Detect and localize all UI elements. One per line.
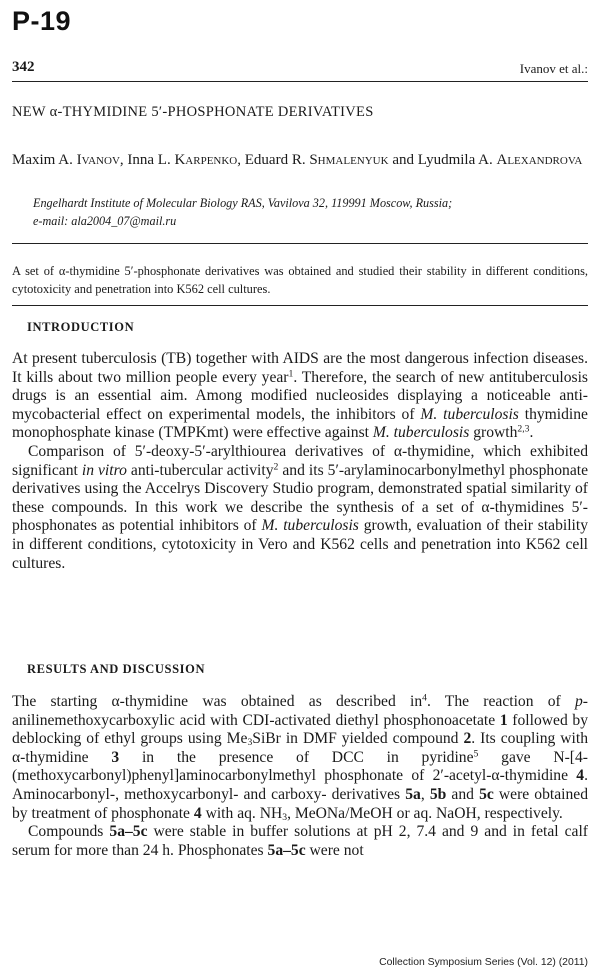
compound-number: 1 — [499, 711, 508, 729]
compound-number: 5a–5c — [267, 841, 306, 859]
text-run: in the presence of DCC in pyridine — [119, 748, 474, 766]
compound-number: 5a — [405, 785, 421, 803]
reference-mark: 1 — [288, 368, 294, 380]
abstract-bottom-rule — [12, 305, 588, 306]
compound-number: 4 — [193, 804, 202, 822]
compound-number: 5b — [429, 785, 447, 803]
article-title: NEW α-THYMIDINE 5′-PHOSPHONATE DERIVATIVES — [12, 104, 374, 120]
compound-number: 3 — [111, 748, 120, 766]
italic-term: M. tuberculosis — [261, 517, 359, 535]
text-run: with aq. NH — [201, 804, 283, 822]
introduction-paragraph — [12, 443, 588, 573]
affiliation-block — [33, 194, 593, 230]
introduction-heading: INTRODUCTION — [27, 320, 135, 334]
results-paragraph — [12, 823, 588, 860]
text-run: growth — [469, 424, 518, 442]
author-list: Maxim A. Ivanov, Inna L. Karpenko, Eduard R. Shmalenyuk and Lyudmila A. Alexandrova — [12, 152, 583, 168]
text-run: thymidine monophosphate kinase (TMPKmt) were effective against — [12, 405, 588, 442]
introduction-paragraph — [12, 350, 588, 443]
affiliation: Engelhardt Institute of Molecular Biology RAS, Vavilova 32, 119991 Moscow, Russia; — [33, 196, 453, 210]
author: Inna L. Karpenko — [127, 152, 238, 168]
text-run: followed by deblocking of ethyl groups using Me — [12, 711, 588, 748]
paper-code: P-19 — [12, 6, 72, 36]
text-run: were obtained by treatment of phosphonate — [12, 785, 589, 822]
text-run: growth, evaluation of their stability in different conditions, cytotoxicity in Vero and K562 cells and penetration into K562 cell cultures. — [12, 517, 588, 572]
text-run: gave N-[4-(methoxycarbonyl)phenyl]aminocarbonylmethyl phosphonate of 2′-acetyl-α-thymidine — [12, 748, 588, 785]
italic-term: in vitro — [81, 461, 127, 479]
text-run: . Its coupling with α-thymidine — [12, 730, 589, 766]
introduction-body — [12, 350, 588, 573]
text-run: The starting α-thymidine was obtained as described in — [12, 693, 423, 710]
text-run: were stable in buffer solutions at pH 2, 7.4 and 9 and in fetal calf serum for more than 24 h. Phosphonates — [12, 823, 588, 859]
reference-mark: 2 — [273, 461, 279, 473]
text-run: were not — [305, 841, 364, 859]
text-run: and its 5′-arylaminocarbonylmethyl phosphonate derivatives using the Accelrys Discovery Studio program, demonstrated spatial similarity of these compounds. In this work we describe the synthesis of a set of α-thymidines 5′-phosphonates as potential inhibitors of — [12, 461, 588, 535]
text-run: . — [529, 424, 534, 442]
series-footer: Collection Symposium Series (Vol. 12) (2011) — [379, 957, 588, 968]
reference-mark: 5 — [473, 748, 479, 760]
text-run: , — [420, 785, 430, 803]
author: Lyudmila A. Alexandrova — [417, 152, 583, 168]
text-run: , MeONa/MeOH or aq. NaOH, respectively. — [287, 804, 563, 822]
italic-term: M. tuberculosis — [372, 424, 470, 442]
header-rule — [12, 81, 588, 82]
text-run: SiBr in DMF yielded compound — [252, 730, 464, 748]
contact-email: e-mail: ala2004_07@mail.ru — [33, 214, 177, 228]
text-run: . Aminocarbonyl-, methoxycarbonyl- and carboxy- derivatives — [12, 767, 588, 803]
reference-mark: 4 — [422, 692, 427, 704]
compound-number: 4 — [576, 767, 585, 785]
text-run: anti-tubercular activity — [126, 461, 274, 479]
author: Eduard R. Shmalenyuk — [244, 152, 389, 168]
results-body — [12, 693, 588, 860]
results-heading: RESULTS AND DISCUSSION — [27, 662, 206, 676]
text-run: At present tuberculosis (TB) together with AIDS are the most dangerous infection diseases. It kills about two million people every year — [12, 350, 588, 386]
compound-number: 5a–5c — [109, 823, 148, 841]
text-run: Comparison of 5′-deoxy-5′-arylthiourea derivatives of α-thymidine, which exhibited significant — [12, 442, 588, 479]
reference-mark: 2,3 — [517, 424, 530, 436]
abstract: A set of α-thymidine 5′-phosphonate derivatives was obtained and studied their stability in different conditions, cytotoxicity and penetration into K562 cell cultures. — [12, 264, 588, 296]
text-run: . Therefore, the search of new antituberculosis drugs is an essential aim. Among modified nucleosides displaying a noticeable anti-mycobacterial effect on experimental models, the inhibitors of — [12, 368, 588, 423]
text-run: . The reaction of — [426, 693, 575, 710]
running-head: Ivanov et al.: — [519, 61, 588, 76]
abstract-top-rule — [12, 243, 588, 244]
compound-number: 2 — [463, 730, 472, 748]
author: Maxim A. Ivanov — [12, 152, 120, 168]
subscript: 3 — [247, 737, 253, 749]
text-run: and — [446, 785, 480, 803]
text-run: Compounds — [28, 823, 110, 841]
results-paragraph — [12, 693, 588, 823]
subscript: 3 — [282, 811, 288, 823]
text-run: -anilinemethoxycarboxylic acid with CDI-activated diethyl phosphonoacetate — [12, 693, 588, 729]
page-number: 342 — [12, 59, 35, 75]
italic-term: p — [575, 693, 583, 710]
compound-number: 5c — [479, 785, 494, 803]
italic-term: M. tuberculosis — [420, 405, 519, 423]
